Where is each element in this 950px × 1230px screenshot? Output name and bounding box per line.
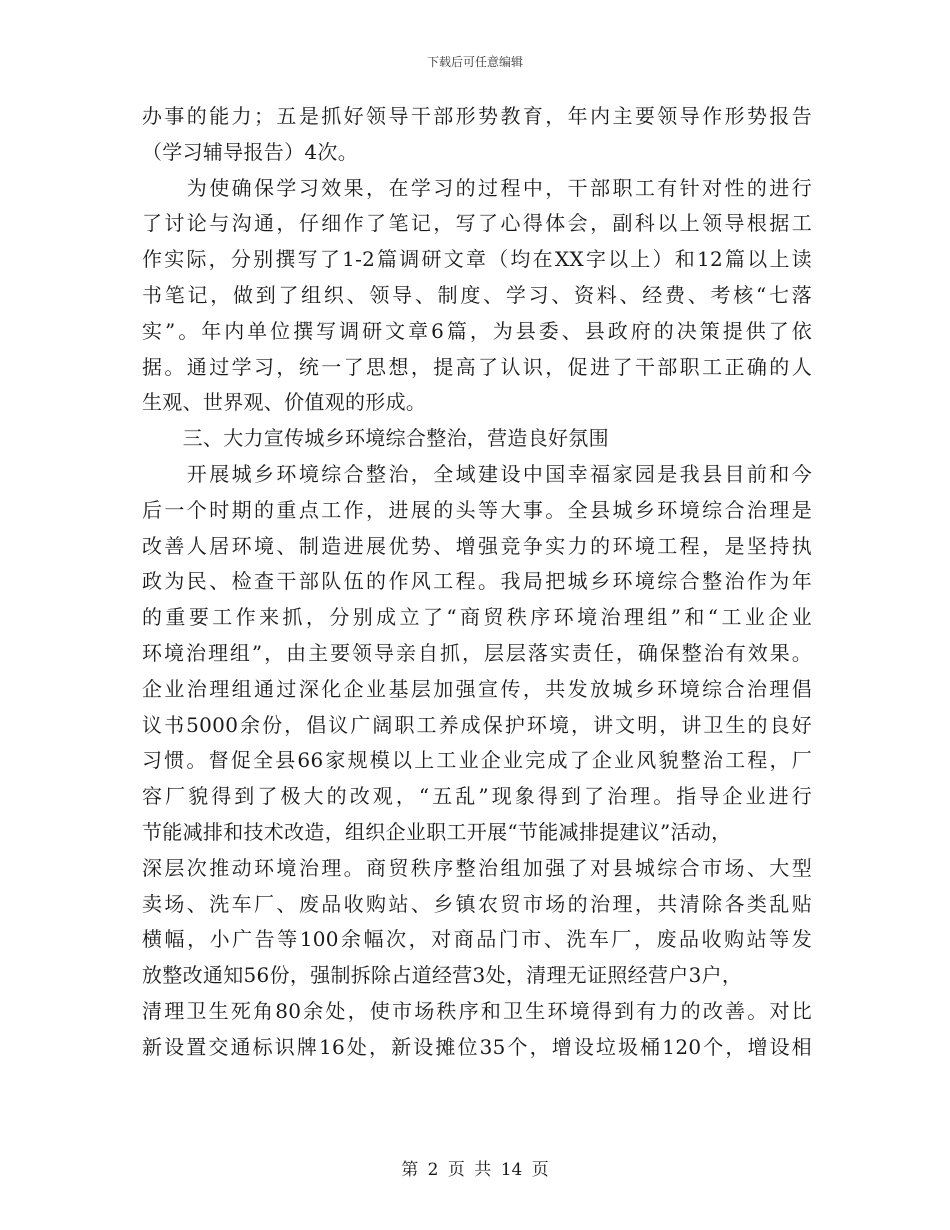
text-line: 清理卫生死角80余处，使市场秩序和卫生环境得到有力的改善。对比 xyxy=(142,998,812,1023)
text-line: 实”。年内单位撰写调研文章6篇，为县委、县政府的决策提供了依 xyxy=(142,318,812,343)
text-line: 了讨论与沟通，仔细作了笔记，写了心得体会，副科以上领导根据工 xyxy=(142,211,812,236)
text-line: 横幅，小广告等100余幅次，对商品门市、洗车厂，废品收购站等发 xyxy=(142,927,812,952)
text-line: 容厂貌得到了极大的改观，“五乱”现象得到了治理。指导企业进行 xyxy=(142,784,812,809)
text-line: 改善人居环境、制造进展优势、增强竞争实力的环境工程，是坚持执 xyxy=(142,533,812,558)
text-line: 企业治理组通过深化企业基层加强宣传，共发放城乡环境综合治理倡 xyxy=(142,676,812,701)
text-line: 习惯。督促全县66家规模以上工业企业完成了企业风貌整治工程，厂 xyxy=(142,748,812,773)
text-line: 三、大力宣传城乡环境综合整治，营造良好氛围 xyxy=(142,426,609,451)
text-line: 议书5000余份，倡议广阔职工养成保护环境，讲文明，讲卫生的良好 xyxy=(142,712,812,737)
text-line: 生观、世界观、价值观的形成。 xyxy=(142,390,427,415)
text-line: 为使确保学习效果，在学习的过程中，干部职工有针对性的进行 xyxy=(142,175,812,200)
text-line: 作实际，分别撰写了1-2篇调研文章（均在XX字以上）和12篇以上读 xyxy=(142,247,812,272)
body-text xyxy=(142,99,812,1066)
text-line: 深层次推动环境治理。商贸秩序整治组加强了对县城综合市场、大型 xyxy=(142,855,812,880)
text-line: 办事的能力；五是抓好领导干部形势教育，年内主要领导作形势报告 xyxy=(142,104,812,128)
page-header: 下载后可任意编辑 xyxy=(426,55,523,69)
text-line: 后一个时期的重点工作，进展的头等大事。全县城乡环境综合治理是 xyxy=(142,497,812,522)
text-line: 书笔记，做到了组织、领导、制度、学习、资料、经费、考核“七落 xyxy=(142,282,812,307)
text-line: 开展城乡环境综合整治，全域建设中国幸福家园是我县目前和今 xyxy=(142,461,812,486)
text-line: （学习辅导报告）4次。 xyxy=(142,139,359,164)
text-line: 据。通过学习，统一了思想，提高了认识，促进了干部职工正确的人 xyxy=(142,354,812,379)
text-line: 政为民、检查干部队伍的作风工程。我局把城乡环境综合整治作为年 xyxy=(142,569,812,594)
text-line: 放整改通知56份，强制拆除占道经营3处，清理无证照经营户3户， xyxy=(142,963,743,988)
page-footer: 第 2 页 共 14 页 xyxy=(401,1160,549,1180)
text-line: 新设置交通标识牌16处，新设摊位35个，增设垃圾桶120个，增设相 xyxy=(142,1034,812,1059)
text-line: 的重要工作来抓，分别成立了“商贸秩序环境治理组”和“工业企业 xyxy=(142,605,812,630)
text-line: 卖场、洗车厂、废品收购站、乡镇农贸市场的治理，共清除各类乱贴 xyxy=(142,891,812,916)
text-line: 环境治理组”，由主要领导亲自抓，层层落实责任，确保整治有效果。 xyxy=(142,640,812,665)
text-line: 节能减排和技术改造，组织企业职工开展“节能减排提建议”活动， xyxy=(142,819,732,844)
